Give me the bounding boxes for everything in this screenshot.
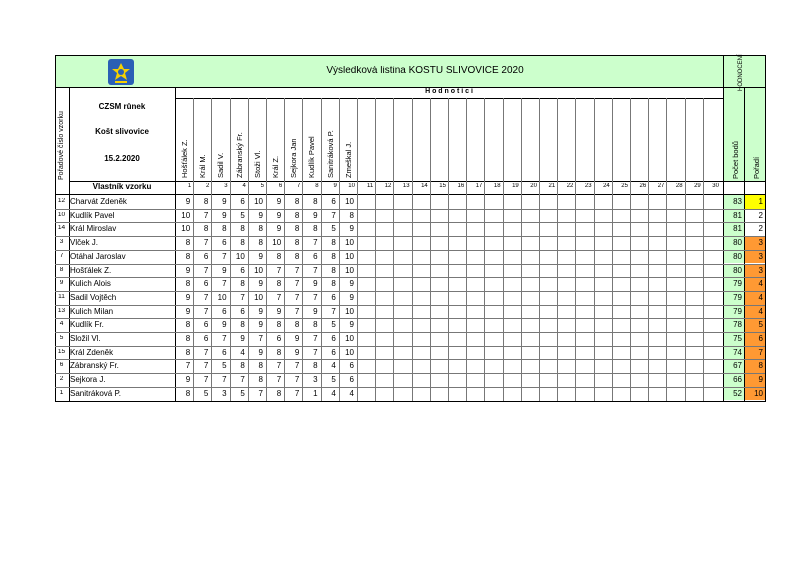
- owner-name: Kudlík Pavel: [70, 211, 115, 220]
- score-cell: 7: [203, 211, 209, 220]
- score-cell: 4: [331, 362, 336, 371]
- owner-name: Zábranský Fr.: [70, 362, 119, 371]
- score-cell: 7: [294, 362, 300, 371]
- score-cell: 6: [222, 239, 227, 248]
- score-cell: 6: [203, 252, 209, 261]
- score-cell: 5: [222, 362, 227, 371]
- total-points: 74: [723, 346, 744, 360]
- score-cell: 8: [240, 321, 245, 330]
- score-cell: 6: [203, 335, 209, 343]
- score-cell: 9: [294, 348, 300, 357]
- score-cell: 4: [331, 389, 336, 398]
- rank-cell: 4: [744, 277, 765, 291]
- score-cell: 7: [203, 376, 209, 385]
- score-cell: 9: [258, 348, 263, 357]
- score-cell: 5: [240, 389, 245, 398]
- judge-name: Král Z.: [271, 155, 280, 178]
- score-cell: 9: [294, 335, 300, 343]
- total-points: 80: [723, 264, 744, 278]
- score-cell: 8: [240, 362, 245, 371]
- grid-line: [55, 332, 765, 333]
- score-cell: 9: [185, 198, 191, 206]
- judge-number: 13: [402, 183, 410, 189]
- score-cell: 7: [258, 389, 263, 398]
- judge-number: 26: [639, 183, 647, 189]
- score-cell: 6: [203, 321, 209, 330]
- sample-number: 13: [57, 307, 66, 314]
- sample-number: 1: [59, 389, 64, 396]
- score-cell: 9: [185, 266, 191, 275]
- grid-line: [55, 359, 765, 360]
- judge-number: 27: [657, 183, 665, 189]
- score-cell: 7: [331, 307, 336, 316]
- judge-number: 24: [603, 183, 610, 189]
- org-name: ČZSM růnek: [98, 103, 146, 111]
- score-cell: 9: [349, 280, 354, 289]
- owner-name: Charvát Zdeněk: [70, 198, 127, 206]
- points-header: Počet bodů: [731, 141, 740, 179]
- total-points: 78: [723, 318, 744, 332]
- score-cell: 7: [313, 293, 318, 302]
- rank-header: Pořadí: [752, 156, 761, 179]
- score-cell: 8: [185, 348, 191, 357]
- grid-line: [55, 305, 765, 306]
- grid-line: [723, 55, 724, 401]
- owner-name: Kudlík Fr.: [70, 321, 104, 330]
- sample-number: 2: [59, 376, 64, 383]
- grid-line: [69, 87, 70, 401]
- judge-number: 7: [297, 183, 301, 189]
- score-cell: 9: [222, 321, 227, 330]
- rank-cell: 8: [744, 359, 765, 373]
- owner-name: Vlček J.: [70, 239, 99, 248]
- grid-line: [765, 55, 766, 402]
- rank-cell: 3: [744, 264, 765, 278]
- score-cell: 9: [349, 293, 354, 302]
- score-cell: 8: [258, 362, 263, 371]
- score-cell: 8: [185, 389, 191, 398]
- score-cell: 9: [276, 225, 282, 234]
- rank-cell: 7: [744, 346, 765, 360]
- score-cell: 8: [203, 225, 209, 234]
- score-cell: 6: [313, 252, 318, 261]
- score-cell: 10: [345, 335, 354, 343]
- score-cell: 10: [254, 266, 263, 275]
- score-cell: 5: [203, 389, 209, 398]
- score-cell: 8: [258, 225, 263, 234]
- grid-line: [55, 55, 56, 402]
- sample-number: 3: [59, 239, 64, 246]
- score-cell: 7: [276, 362, 282, 371]
- score-cell: 8: [294, 321, 300, 330]
- grid-line: [744, 87, 745, 401]
- judge-number: 25: [621, 183, 628, 189]
- sample-number: 6: [59, 362, 64, 369]
- total-points: 81: [723, 222, 744, 236]
- judge-number: 1: [187, 183, 192, 189]
- score-cell: 9: [222, 198, 227, 206]
- score-cell: 8: [276, 252, 282, 261]
- judge-number: 29: [694, 183, 701, 189]
- score-cell: 7: [203, 307, 209, 316]
- score-cell: 8: [294, 225, 300, 234]
- total-points: 79: [723, 305, 744, 319]
- score-cell: 6: [331, 198, 336, 206]
- score-cell: 8: [313, 198, 318, 206]
- score-cell: 7: [313, 348, 318, 357]
- sample-number: 10: [57, 211, 66, 218]
- grid-line: [69, 181, 765, 182]
- score-cell: 7: [276, 266, 282, 275]
- judge-number: 21: [548, 183, 556, 189]
- score-cell: 9: [222, 211, 227, 220]
- score-cell: 9: [276, 307, 282, 316]
- score-cell: 4: [349, 389, 354, 398]
- score-cell: 10: [272, 239, 282, 248]
- score-cell: 10: [235, 252, 245, 261]
- score-cell: 9: [349, 321, 354, 330]
- grid-line: [55, 277, 765, 278]
- owner-header: Vlastník vzorku: [92, 183, 152, 191]
- judge-name: Sadil V.: [216, 152, 226, 178]
- score-cell: 8: [276, 321, 282, 330]
- event-date: 15.2.2020: [104, 155, 140, 163]
- score-cell: 7: [203, 348, 209, 357]
- score-cell: 6: [240, 266, 245, 275]
- judge-number: 23: [584, 183, 592, 189]
- score-cell: 9: [349, 225, 354, 234]
- score-cell: 7: [240, 376, 245, 385]
- score-cell: 10: [345, 252, 354, 261]
- score-cell: 7: [222, 280, 227, 289]
- score-cell: 5: [331, 321, 336, 330]
- score-cell: 8: [294, 239, 300, 248]
- owner-name: Král Miroslav: [70, 225, 117, 234]
- total-points: 79: [723, 277, 744, 291]
- score-cell: 8: [331, 239, 336, 248]
- judge-number: 14: [421, 183, 428, 189]
- score-cell: 8: [331, 266, 336, 275]
- total-points: 83: [723, 195, 744, 209]
- score-cell: 8: [185, 280, 191, 289]
- score-cell: 9: [258, 252, 263, 261]
- event-name: Košt slivovice: [95, 128, 149, 136]
- score-cell: 8: [276, 280, 282, 289]
- rank-cell: 5: [744, 318, 765, 332]
- score-cell: 7: [313, 335, 318, 343]
- score-cell: 5: [331, 225, 336, 234]
- judge-name: Zábranský Fr.: [234, 132, 244, 178]
- score-cell: 7: [294, 293, 300, 302]
- judge-number: 2: [206, 183, 210, 189]
- grid-line: [55, 318, 765, 319]
- score-cell: 1: [313, 389, 318, 398]
- score-cell: 10: [345, 266, 354, 275]
- score-cell: 7: [294, 307, 300, 316]
- total-points: 79: [723, 291, 744, 305]
- score-cell: 7: [203, 362, 209, 371]
- owner-name: Kulich Alois: [70, 280, 111, 289]
- score-cell: 6: [203, 280, 209, 289]
- judge-number: 5: [260, 183, 264, 189]
- sample-number: 9: [59, 280, 64, 287]
- sample-number: 12: [57, 198, 66, 204]
- score-cell: 10: [254, 198, 263, 206]
- grid-line: [55, 291, 765, 292]
- score-cell: 6: [240, 198, 245, 206]
- grid-line: [175, 87, 176, 401]
- score-cell: 4: [240, 348, 245, 357]
- judge-number: 20: [530, 183, 537, 189]
- judge-number: 18: [493, 183, 501, 189]
- score-cell: 10: [345, 198, 354, 206]
- judge-number: 22: [566, 183, 574, 189]
- score-cell: 5: [240, 211, 245, 220]
- judge-name: Hošťálek Z.: [180, 139, 189, 178]
- grid-line: [55, 222, 765, 223]
- score-cell: 9: [276, 198, 282, 206]
- grid-line: [55, 264, 765, 265]
- score-cell: 8: [276, 389, 282, 398]
- score-cell: 9: [258, 307, 263, 316]
- score-cell: 7: [203, 239, 209, 248]
- score-cell: 3: [222, 389, 227, 398]
- score-cell: 9: [313, 307, 318, 316]
- judge-number: 9: [333, 183, 337, 189]
- score-cell: 6: [276, 335, 282, 343]
- score-cell: 8: [313, 321, 318, 330]
- hodnoceni-label: HODNOCENÍ: [738, 54, 744, 91]
- score-cell: 6: [222, 348, 227, 357]
- score-cell: 9: [276, 211, 282, 220]
- grid-line: [55, 373, 765, 374]
- score-cell: 7: [294, 389, 300, 398]
- score-cell: 10: [345, 307, 354, 316]
- score-cell: 9: [240, 335, 245, 343]
- score-cell: 7: [203, 293, 209, 302]
- judge-number: 30: [712, 183, 719, 189]
- grid-line: [55, 401, 765, 402]
- score-cell: 9: [258, 280, 263, 289]
- judge-number: 28: [675, 183, 683, 189]
- sample-order-label: Pořadové číslo vzorku: [58, 111, 65, 180]
- score-cell: 8: [240, 239, 245, 248]
- score-cell: 3: [313, 376, 318, 385]
- judge-name: Král M.: [198, 154, 208, 178]
- total-points: 80: [723, 250, 744, 264]
- score-cell: 6: [331, 293, 336, 302]
- rank-cell: 3: [744, 250, 765, 264]
- score-cell: 8: [258, 376, 263, 385]
- grid-line: [55, 209, 765, 210]
- score-cell: 8: [240, 280, 245, 289]
- score-cell: 8: [185, 321, 191, 330]
- score-cell: 10: [345, 348, 354, 357]
- owner-name: Složil Vl.: [70, 335, 101, 343]
- owner-name: Sanitráková P.: [70, 389, 121, 398]
- rank-cell: 4: [744, 291, 765, 305]
- total-points: 81: [723, 209, 744, 223]
- rank-cell: 1: [744, 195, 765, 209]
- score-cell: 9: [313, 211, 318, 220]
- grid-line: [55, 55, 765, 56]
- rank-cell: 4: [744, 305, 765, 319]
- score-cell: 8: [185, 335, 191, 343]
- sample-number: 4: [59, 321, 64, 328]
- score-cell: 8: [258, 239, 263, 248]
- judge-number: 11: [366, 183, 374, 189]
- score-cell: 6: [331, 348, 336, 357]
- score-cell: 9: [185, 376, 191, 385]
- grid-line: [55, 194, 765, 195]
- score-cell: 7: [203, 266, 209, 275]
- score-cell: 9: [313, 280, 318, 289]
- rank-cell: 10: [744, 387, 765, 401]
- score-cell: 9: [185, 293, 191, 302]
- judges-header: H o d n o t í c í: [425, 88, 473, 95]
- score-cell: 9: [258, 321, 263, 330]
- score-cell: 7: [313, 266, 318, 275]
- sample-number: 8: [59, 266, 64, 273]
- owner-name: Král Zdeněk: [70, 348, 114, 357]
- owner-name: Sadil Vojtěch: [70, 293, 117, 302]
- score-cell: 8: [185, 252, 191, 261]
- rank-cell: 2: [758, 210, 763, 220]
- grid-line: [55, 387, 765, 388]
- sample-number: 15: [57, 348, 66, 355]
- score-cell: 9: [222, 266, 227, 275]
- score-cell: 7: [313, 239, 318, 248]
- judge-name: Sejkora Jan: [289, 138, 299, 178]
- score-cell: 8: [240, 225, 245, 234]
- score-cell: 8: [276, 348, 282, 357]
- rank-cell: 9: [744, 373, 765, 387]
- judge-number: 15: [439, 183, 446, 189]
- rank-cell: 3: [744, 236, 765, 250]
- sample-number: 7: [59, 252, 64, 259]
- score-cell: 8: [185, 239, 191, 248]
- score-cell: 7: [276, 376, 282, 385]
- grid-line: [55, 346, 765, 347]
- score-cell: 8: [313, 225, 318, 234]
- judge-number: 17: [475, 183, 483, 189]
- judge-number: 6: [278, 183, 283, 189]
- owner-name: Otáhal Jaroslav: [70, 252, 126, 261]
- judge-number: 8: [315, 183, 319, 189]
- judge-number: 4: [242, 183, 246, 189]
- score-cell: 8: [294, 252, 300, 261]
- total-points: 67: [723, 359, 744, 373]
- score-cell: 6: [331, 335, 336, 343]
- grid-line: [55, 250, 765, 251]
- total-points: 66: [723, 373, 744, 387]
- sample-number: 5: [59, 335, 64, 341]
- total-points: 75: [723, 332, 744, 346]
- grid-line: [55, 236, 765, 237]
- score-cell: 6: [349, 362, 354, 371]
- score-cell: 10: [181, 211, 191, 220]
- score-cell: 5: [331, 376, 336, 385]
- judge-number: 16: [457, 183, 465, 189]
- total-points: 80: [723, 236, 744, 250]
- total-points: 52: [723, 387, 744, 401]
- judge-number: 12: [384, 183, 392, 189]
- score-cell: 8: [313, 362, 318, 371]
- score-cell: 8: [294, 198, 300, 206]
- score-cell: 6: [349, 376, 354, 385]
- score-cell: 10: [254, 293, 263, 302]
- score-cell: 6: [222, 307, 227, 316]
- owner-name: Sejkora J.: [70, 376, 106, 385]
- score-cell: 8: [294, 211, 300, 220]
- results-sheet: [55, 55, 765, 400]
- score-cell: 7: [185, 362, 191, 371]
- score-cell: 8: [222, 225, 227, 234]
- score-cell: 10: [345, 239, 354, 248]
- judge-number: 3: [224, 183, 228, 189]
- club-logo-icon: [107, 58, 135, 86]
- grid-line: [175, 98, 723, 99]
- judge-name: Stoži Vl.: [252, 150, 262, 178]
- score-cell: 10: [217, 293, 227, 302]
- judge-number: 19: [512, 183, 519, 189]
- judge-name: Zmeškal J.: [343, 141, 353, 178]
- score-cell: 8: [331, 280, 336, 289]
- score-cell: 7: [294, 280, 300, 289]
- score-cell: 7: [240, 293, 245, 302]
- score-cell: 7: [222, 252, 227, 261]
- score-cell: 7: [222, 335, 227, 343]
- sample-number: 11: [58, 293, 65, 300]
- score-cell: 7: [294, 266, 300, 275]
- score-cell: 6: [240, 307, 245, 316]
- score-cell: 7: [222, 376, 227, 385]
- judge-name: Sanitráková P.: [325, 130, 335, 178]
- score-cell: 9: [185, 307, 191, 316]
- score-cell: 7: [276, 293, 282, 302]
- judge-number: 10: [348, 183, 355, 189]
- score-cell: 8: [203, 198, 209, 206]
- score-cell: 8: [331, 252, 336, 261]
- owner-name: Hošťálek Z.: [70, 266, 112, 275]
- score-cell: 8: [349, 211, 354, 220]
- score-cell: 9: [258, 211, 263, 220]
- rank-cell: 6: [744, 332, 765, 346]
- score-cell: 7: [294, 376, 300, 385]
- sample-number: 14: [57, 225, 66, 232]
- score-cell: 7: [258, 335, 263, 343]
- judge-name: Kudlík Pavel: [307, 136, 317, 178]
- score-cell: 7: [331, 211, 336, 220]
- grid-line: [55, 87, 765, 88]
- rank-cell: 2: [758, 224, 763, 234]
- owner-name: Kulich Milan: [70, 307, 114, 316]
- score-cell: 10: [181, 225, 191, 234]
- page-title: Výsledková listina KOŠTU SLIVOVICE 2020: [326, 66, 524, 76]
